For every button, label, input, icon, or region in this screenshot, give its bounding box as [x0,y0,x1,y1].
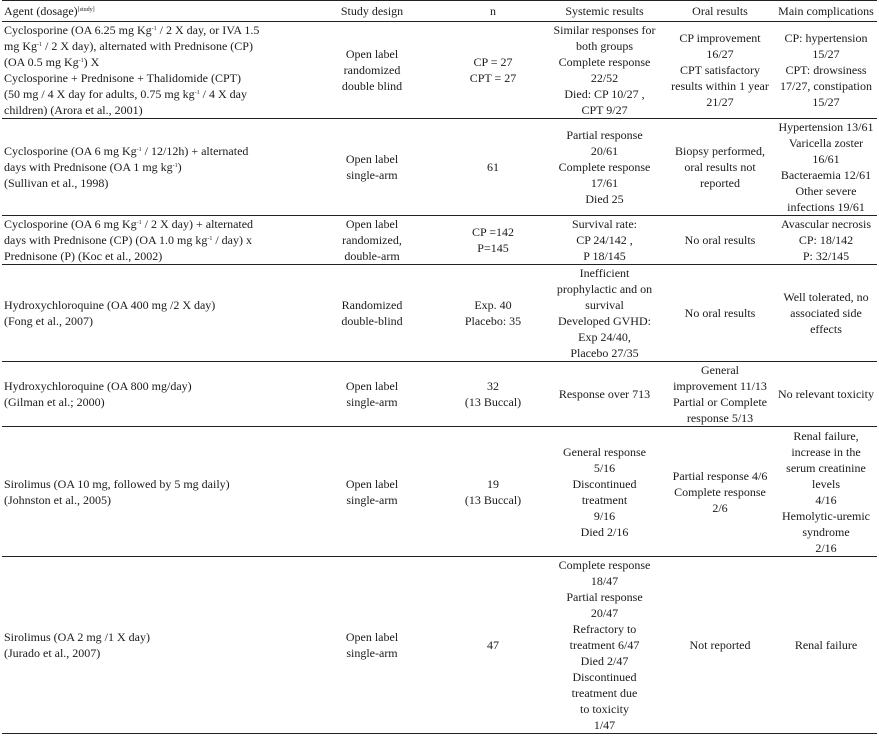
agent-text: ) X [83,55,100,69]
cell-line: response 5/13 [686,411,754,425]
agent-text: Cyclosporine (OA 6 mg Kg [4,217,137,231]
cell-line: randomized [343,63,401,77]
cell-line: Randomized [341,298,403,312]
cell-line: survival [585,298,624,312]
header-row [2,1,877,22]
agent-text: days with Prednisone (CP) (OA 1.0 mg kg [4,233,208,247]
systemic-results-cell [544,362,665,427]
agent-superscript: -1 [172,163,178,169]
n-cell [442,265,544,362]
agent-text: children) (Arora et al., 2001) [4,103,143,117]
oral-results-cell [665,557,775,734]
cell-line: single-arm [346,646,398,660]
agent-line [4,378,300,394]
agent-superscript: -1 [207,236,213,242]
cell-line: CPT 9/27 [581,103,628,117]
systemic-results-cell [544,22,665,119]
study-design-cell [302,22,442,119]
agent-text: (Fong et al., 2007) [4,314,93,328]
cell-line: associated side [790,306,862,320]
cell-line: CPT satisfactory [679,63,761,77]
agent-dosage-cell [2,427,302,557]
treatment-table [2,0,877,734]
complications-cell [775,265,877,362]
agent-line [4,297,300,313]
agent-text: ) [177,160,182,174]
cell-line: double blind [341,79,403,93]
cell-line: Inefficient [579,266,630,280]
cell-line: 21/27 [706,95,734,109]
cell-line: Hypertension 13/61 [778,120,874,134]
cell-line: levels [812,476,840,491]
agent-text: Hydroxychloroquine (OA 400 mg /2 X day) [4,298,216,312]
agent-line [4,54,300,70]
complications-cell [775,557,877,734]
cell-line: CP: 18/142 [798,233,854,247]
cell-line: Open label [345,630,399,644]
cell-line: 16/27 [706,47,734,61]
cell-line: increase in the [791,444,861,459]
cell-line: treatment due [571,686,638,700]
cell-line: Response over 713 [558,387,651,401]
table-row [2,557,877,734]
cell-line: both groups [576,39,633,53]
cell-line: Well tolerated, no [783,290,869,304]
agent-line [4,313,300,329]
cell-line: infections 19/61 [787,200,865,214]
agent-text: / 4 X day [199,87,247,101]
n-cell [442,216,544,265]
cell-line: Died 2/47 [580,654,629,668]
agent-superscript: -1 [136,220,142,226]
cell-line: Open label [345,476,399,491]
cell-line: (13 Buccal) [464,395,522,409]
n-cell [442,22,544,119]
agent-dosage-cell [2,22,302,119]
cell-line: Placebo: 35 [464,314,522,328]
cell-line: 9/16 [593,508,616,523]
cell-line: Not reported [689,638,751,652]
systemic-results-cell [544,216,665,265]
cell-line: Partial or Complete [673,395,767,409]
cell-line: 1/47 [593,718,616,732]
agent-line [4,248,300,264]
oral-results-cell [665,265,775,362]
agent-line [4,143,300,159]
cell-line: single-arm [346,395,398,409]
cell-line: Placebo 27/35 [570,346,639,360]
cell-line: randomized, [342,233,402,247]
agent-text: / 2 X day), alternated with Prednisone (CP) [42,39,253,53]
systemic-results-cell [544,557,665,734]
complications-cell [775,119,877,216]
cell-line: No oral results [684,306,756,320]
cell-line: results within 1 year [671,79,769,93]
agent-text: (Jurado et al., 2007) [4,646,101,660]
cell-line: Survival rate: [572,217,637,231]
cell-line: Partial response 4/6 [672,468,768,483]
complications-cell [775,427,877,557]
cell-line: Hemolytic-uremic [782,508,870,523]
header-agent [2,1,302,22]
agent-text: Sirolimus (OA 2 mg /1 X day) [4,630,150,644]
cell-line: double-arm [344,249,400,263]
complications-cell [775,22,877,119]
cell-line: Open label [345,152,399,166]
cell-line: 5/16 [593,460,616,475]
table-row [2,427,877,557]
agent-text: / 2 X day, or IVA 1.5 [156,23,260,37]
agent-line [4,38,300,54]
agent-text: Sirolimus (OA 10 mg, followed by 5 mg daily) [4,476,230,491]
cell-line: General [701,363,739,377]
agent-text: (OA 0.5 mg Kg [4,55,79,69]
cell-line: reported [700,176,740,190]
header-agent-label: Agent (dosage) [4,4,78,18]
study-design-cell [302,557,442,734]
cell-line: Open label [345,217,399,231]
systemic-results-cell [544,119,665,216]
cell-line: 4/16 [815,492,837,507]
n-cell [442,427,544,557]
agent-text: (Johnston et al., 2005) [4,492,111,507]
cell-line: 2/6 [712,500,728,515]
agent-line [4,629,300,645]
complications-cell [775,216,877,265]
table-row [2,119,877,216]
cell-line: Exp 24/40, [578,330,631,344]
cell-line: CPT: drowsiness [785,63,867,77]
header-n: n [490,4,496,18]
cell-line: effects [810,322,842,336]
agent-text: Prednisone (P) (Koc et al., 2002) [4,249,163,263]
cell-line: single-arm [346,492,398,507]
cell-line: double-blind [341,314,403,328]
cell-line: Discontinued [572,670,637,684]
cell-line: 19 [487,476,499,491]
agent-dosage-cell [2,557,302,734]
agent-dosage-cell [2,362,302,427]
header-systemic-results: Systemic results [565,4,644,18]
cell-line: 47 [487,638,499,652]
cell-line: Partial response [566,128,643,142]
agent-line [4,216,300,232]
cell-line: Discontinued [572,476,637,491]
agent-superscript: -1 [151,26,157,32]
cell-line: Open label [345,47,399,61]
cell-line: CP =142 [472,225,514,239]
cell-line: (13 Buccal) [464,492,522,507]
table-row [2,362,877,427]
cell-line: 32 [487,379,499,393]
cell-line: Developed GVHD: [558,314,651,328]
study-design-cell [302,362,442,427]
agent-text: / day) x [212,233,252,247]
n-cell [442,362,544,427]
cell-line: Refractory to [572,622,637,636]
cell-line: Other severe [795,184,857,198]
oral-results-cell [665,22,775,119]
agent-line [4,86,300,102]
agent-line [4,70,300,86]
cell-line: Died 2/16 [580,524,629,539]
agent-line [4,492,300,508]
agent-dosage-cell [2,216,302,265]
agent-line [4,22,300,38]
cell-line: 61 [487,160,499,174]
cell-line: CPT = 27 [469,71,517,85]
agent-text: days with Prednisone (OA 1 mg kg [4,160,173,174]
agent-superscript: -1 [194,90,200,96]
oral-results-cell [665,216,775,265]
agent-text: / 2 X day) + alternated [141,217,254,231]
table-body [2,22,877,734]
cell-line: syndrome [802,524,850,539]
cell-line: P: 32/145 [802,249,850,263]
cell-line: No relevant toxicity [778,387,874,401]
cell-line: Renal failure, [793,428,859,443]
cell-line: serum creatinine [786,460,866,475]
cell-line: Open label [345,379,399,393]
cell-line: CP = 27 [473,55,513,69]
cell-line: CP: hypertension [784,31,868,45]
cell-line: improvement 11/13 [673,379,767,393]
cell-line: P 18/145 [583,249,626,263]
cell-line: General response [563,444,646,459]
agent-dosage-cell [2,119,302,216]
table-row [2,216,877,265]
cell-line: 22/52 [590,71,619,85]
cell-line: 20/47 [590,606,619,620]
cell-line: 15/27 [812,95,840,109]
cell-line: Similar responses for [553,23,656,37]
cell-line: 15/27 [812,47,840,61]
cell-line: 18/47 [590,574,619,588]
cell-line: to toxicity [580,702,629,716]
cell-line: treatment [581,492,628,507]
cell-line: No oral results [684,233,756,247]
agent-text: (Gilman et al.; 2000) [4,395,105,409]
agent-line [4,476,300,492]
header-study-design: Study design [340,4,404,18]
cell-line: prophylactic and on [556,282,653,296]
table-row [2,265,877,362]
study-design-cell [302,265,442,362]
oral-results-cell [665,362,775,427]
cell-line: Complete response [558,55,651,69]
cell-line: Complete response [558,160,651,174]
cell-line: P=145 [477,241,509,255]
cell-line: Died: CP 10/27 , [564,87,645,101]
cell-line: 17/61 [590,176,619,190]
cell-line: Bacteraemia 12/61 [780,168,872,182]
table-header [2,1,877,22]
agent-text: Cyclosporine + Prednisone + Thalidomide (CPT) [4,71,241,85]
agent-text: (50 mg / 4 X day for adults, 0.75 mg kg [4,87,195,101]
cell-line: CP improvement [679,31,761,45]
cell-line: Partial response [566,590,643,604]
cell-line: Renal failure [794,638,858,652]
agent-line [4,159,300,175]
study-design-cell [302,119,442,216]
cell-line: treatment 6/47 [569,638,640,652]
header-agent-superscript: [study] [77,7,95,13]
cell-line: Complete response [558,558,651,572]
header-main-complications: Main complications [778,4,874,18]
cell-line: 17/27, constipation [780,79,872,93]
cell-line: 16/61 [812,152,840,166]
systemic-results-cell [544,265,665,362]
cell-line: 20/61 [590,144,619,158]
agent-line [4,102,300,118]
cell-line: oral results not [684,160,756,174]
cell-line: Varicella zoster [788,136,864,150]
n-cell [442,119,544,216]
cell-line: Avascular necrosis [780,217,872,231]
agent-text: / 12/12h) + alternated [141,144,249,158]
study-design-cell [302,216,442,265]
study-design-cell [302,427,442,557]
systemic-results-cell [544,427,665,557]
cell-line: single-arm [346,168,398,182]
oral-results-cell [665,427,775,557]
agent-superscript: -1 [37,42,42,48]
agent-line [4,232,300,248]
agent-line [4,175,300,191]
cell-line: Biopsy performed, [675,144,765,158]
agent-superscript: -1 [78,58,84,64]
cell-line: Exp. 40 [474,298,512,312]
cell-line: Died 25 [585,192,624,206]
cell-line: Complete response [674,484,766,499]
complications-cell [775,362,877,427]
agent-line [4,645,300,661]
cell-line: CP 24/142 , [576,233,633,247]
oral-results-cell [665,119,775,216]
agent-text: (Sullivan et al., 1998) [4,176,109,190]
agent-dosage-cell [2,265,302,362]
agent-text: mg Kg [4,39,37,53]
agent-line [4,394,300,410]
agent-text: Hydroxychloroquine (OA 800 mg/day) [4,379,192,393]
n-cell [442,557,544,734]
agent-text: Cyclosporine (OA 6.25 mg Kg [4,23,152,37]
agent-text: Cyclosporine (OA 6 mg Kg [4,144,137,158]
header-oral-results: Oral results [692,4,748,18]
agent-superscript: -1 [136,147,142,153]
table-row [2,22,877,119]
cell-line: 2/16 [815,540,837,555]
